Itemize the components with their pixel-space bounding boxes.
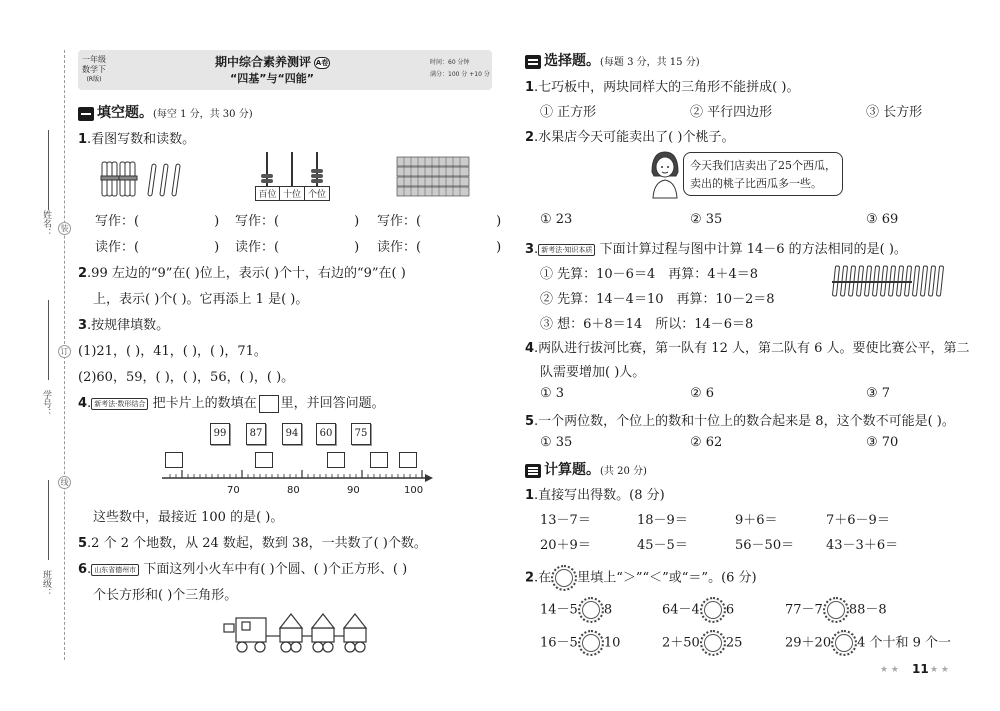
page-subtitle: “四基”与“四能”	[230, 72, 314, 85]
footer-stars-right: ★ ★	[930, 665, 949, 675]
abacus-labels	[255, 186, 330, 201]
s1-q3-seq1: (1)21，( )，41，( )，( )，71。	[78, 344, 267, 359]
class-label: 班级：	[41, 570, 51, 597]
s2-q3: 3. 新考法·知识本质 下面计算过程与图中计算 14－6 的方法相同的是( )。	[525, 242, 907, 257]
compare-item-5: 2＋50 25	[662, 630, 742, 656]
sticks-subtraction-figure	[832, 262, 947, 302]
number-line-box-1[interactable]	[165, 452, 183, 468]
section2-note: (每题 3 分，共 15 分)	[600, 57, 700, 68]
s1-q2-line1: 2.99 左边的“9”在( )位上，表示( )个十，右边的“9”在( )	[78, 266, 406, 281]
s2-q5-option-1[interactable]: ① 35	[540, 435, 573, 450]
grade: 一年级	[82, 55, 106, 64]
s3-q2: 2.在 里填上“＞”“＜”或“＝”。(6 分)	[525, 565, 757, 591]
s2-q3-option-2[interactable]: ② 先算：14－4＝10 再算：10－2＝8	[540, 292, 775, 307]
sticks-bundles-figure	[100, 158, 195, 200]
version-badge: A卷	[315, 58, 329, 67]
compare-circle-1[interactable]	[578, 597, 604, 623]
speech-bubble: 今天我们店卖出了25个西瓜，卖出的桃子比西瓜多一些。	[683, 152, 843, 196]
id-label: 学号：	[41, 390, 51, 417]
s2-q5-option-3[interactable]: ③ 70	[866, 435, 899, 450]
s1-q4-answer: 这些数中，最接近 100 的是( )。	[93, 510, 284, 525]
calc-item-8[interactable]: 43－3＋6＝	[826, 538, 899, 553]
section3-title: 计算题。	[544, 462, 600, 478]
stick	[928, 266, 935, 296]
margin-mark-1: 装	[58, 222, 71, 235]
header-grade-block	[82, 55, 106, 85]
stick	[936, 266, 943, 296]
s2-q2: 2.水果店今天可能卖出了( )个桃子。	[525, 130, 735, 145]
number-line-box-3[interactable]	[327, 452, 345, 468]
s2-q1-option-1[interactable]: ① 正方形	[540, 105, 597, 120]
s2-q3-option-1[interactable]: ① 先算：10－6＝4 再算：4＋4＝8	[540, 267, 759, 282]
s1-q1-read-1[interactable]: 读作：( )	[95, 240, 220, 255]
page-number: 11	[912, 662, 929, 676]
compare-circle-5[interactable]	[700, 630, 726, 656]
s2-q4-line2: 队需要增加( )人。	[540, 365, 646, 380]
name-label: 姓名：	[41, 210, 51, 237]
shopkeeper-girl-icon	[648, 150, 682, 200]
class-rule	[48, 480, 49, 560]
number-card-4: 60	[316, 423, 336, 445]
compare-item-3: 77－7 88－8	[785, 597, 887, 623]
number-line-arrow	[425, 474, 433, 482]
number-card-1: 99	[210, 423, 230, 445]
section1-heading	[78, 102, 253, 122]
s1-q6-tag: 山东省德州市	[91, 564, 139, 576]
s1-q6-line1: 6. 山东省德州市 下面这列小火车中有( )个圆、( )个正方形、( )	[78, 562, 408, 577]
compare-item-6: 29＋20 4 个十和 9 个一	[785, 630, 951, 656]
axis-label-100: 100	[404, 485, 424, 496]
page-title	[215, 53, 330, 70]
s1-q1-read-2[interactable]: 读作：( )	[235, 240, 360, 255]
compare-item-4: 16－5 10	[540, 630, 620, 656]
calc-item-4[interactable]: 7＋6－9＝	[826, 513, 890, 528]
s2-q4-line1: 4.两队进行拔河比赛，第一队有 12 人，第二队有 6 人。要使比赛公平，第二	[525, 341, 970, 356]
section1-title: 填空题。	[97, 105, 153, 121]
s2-q2-option-1[interactable]: ① 23	[540, 212, 573, 227]
stick	[912, 266, 919, 296]
calc-item-6[interactable]: 45－5＝	[637, 538, 688, 553]
s2-q3-option-3[interactable]: ③ 想：6＋8＝14 所以：14－6＝8	[540, 317, 754, 332]
abacus-label-hundreds: 百位	[255, 186, 280, 201]
s3-q1: 1.直接写出得数。(8 分)	[525, 488, 665, 503]
s1-q4-prompt: 4. 新考法·数形结合 把卡片上的数填在 里，并回答问题。	[78, 396, 385, 411]
s1-q3-seq2: (2)60，59，( )，( )，56，( )，( )。	[78, 370, 295, 385]
section3-heading	[525, 459, 647, 479]
stick	[920, 266, 927, 296]
s1-q4-tag: 新考法·数形结合	[91, 398, 148, 410]
subject: 数学下	[82, 65, 106, 74]
axis-label-90: 90	[347, 485, 360, 496]
blank-box-icon	[259, 395, 279, 413]
s1-q1-read-3[interactable]: 读作：( )	[377, 240, 502, 255]
abacus-label-tens: 十位	[280, 186, 305, 201]
cube-blocks-figure	[395, 155, 475, 203]
compare-item-1: 14－5 8	[540, 597, 612, 623]
section-number-1-icon	[78, 107, 94, 121]
time-limit: 时间：60 分钟	[430, 59, 470, 66]
s1-q1-prompt: 1.看图写数和读数。	[78, 132, 196, 147]
s2-q1-option-3[interactable]: ③ 长方形	[866, 105, 923, 120]
section2-title: 选择题。	[544, 53, 600, 69]
s2-q3-tag: 新考法·知识本质	[538, 244, 595, 256]
section-number-3-icon	[525, 464, 541, 478]
name-rule	[48, 130, 49, 210]
s1-q5: 5.2 个 2 个地数，从 24 数起，数到 38，一共数了( )个数。	[78, 536, 427, 551]
s2-q4-option-1[interactable]: ① 3	[540, 386, 565, 401]
compare-circle-2[interactable]	[700, 597, 726, 623]
number-line-box-2[interactable]	[255, 452, 273, 468]
s1-q3-prompt: 3.按规律填数。	[78, 318, 170, 333]
calc-item-3[interactable]: 9＋6＝	[735, 513, 778, 528]
compare-circle-3[interactable]	[823, 597, 849, 623]
number-card-5: 75	[351, 423, 371, 445]
s1-q6-line2: 个长方形和( )个三角形。	[93, 588, 238, 603]
calc-item-2[interactable]: 18－9＝	[637, 513, 688, 528]
s2-q1: 1.七巧板中，两块同样大的三角形不能拼成( )。	[525, 80, 800, 95]
section3-note: (共 20 分)	[600, 466, 647, 477]
margin-mark-2: 订	[58, 345, 71, 358]
footer-stars-left: ★ ★	[880, 665, 899, 675]
s1-q1-write-1[interactable]: 写作：( )	[95, 214, 220, 229]
axis-label-70: 70	[227, 485, 240, 496]
s2-q1-option-2[interactable]: ② 平行四边形	[690, 105, 773, 120]
s2-q2-option-2[interactable]: ② 35	[690, 212, 723, 227]
compare-circle-4[interactable]	[578, 630, 604, 656]
train-figure	[220, 610, 370, 655]
number-line-box-4[interactable]	[370, 452, 388, 468]
id-rule	[48, 300, 49, 380]
s1-q1-write-3[interactable]: 写作：( )	[377, 214, 502, 229]
s2-q4-option-3[interactable]: ③ 7	[866, 386, 891, 401]
section1-note: (每空 1 分，共 30 分)	[153, 109, 253, 120]
compare-item-2: 64－4 6	[662, 597, 734, 623]
full-score: 满分：100 分 +10 分	[430, 71, 490, 78]
flower-circle-icon	[551, 565, 577, 591]
edition: (R版)	[86, 76, 102, 83]
s2-q4-option-2[interactable]: ② 6	[690, 386, 715, 401]
s2-q2-option-3[interactable]: ③ 69	[866, 212, 899, 227]
s1-q1-write-2[interactable]: 写作：( )	[235, 214, 360, 229]
section-number-2-icon	[525, 55, 541, 69]
s2-q5: 5.一个两位数，个位上的数和十位上的数合起来是 8，这个数不可能是( )。	[525, 414, 955, 429]
header-meta	[430, 57, 490, 81]
calc-item-5[interactable]: 20＋9＝	[540, 538, 591, 553]
number-card-2: 87	[246, 423, 266, 445]
abacus-label-ones: 个位	[305, 186, 330, 201]
number-card-3: 94	[282, 423, 302, 445]
compare-circle-6[interactable]	[831, 630, 857, 656]
axis-label-80: 80	[287, 485, 300, 496]
margin-mark-3: 线	[58, 476, 71, 489]
title-text: 期中综合素养测评	[215, 55, 312, 69]
calc-item-1[interactable]: 13－7＝	[540, 513, 591, 528]
s2-q5-option-2[interactable]: ② 62	[690, 435, 723, 450]
number-line-box-5[interactable]	[399, 452, 417, 468]
section2-heading	[525, 50, 700, 70]
s1-q2-line2: 上，表示( )个( )。它再添上 1 是( )。	[93, 292, 309, 307]
calc-item-7[interactable]: 56－50＝	[735, 538, 795, 553]
